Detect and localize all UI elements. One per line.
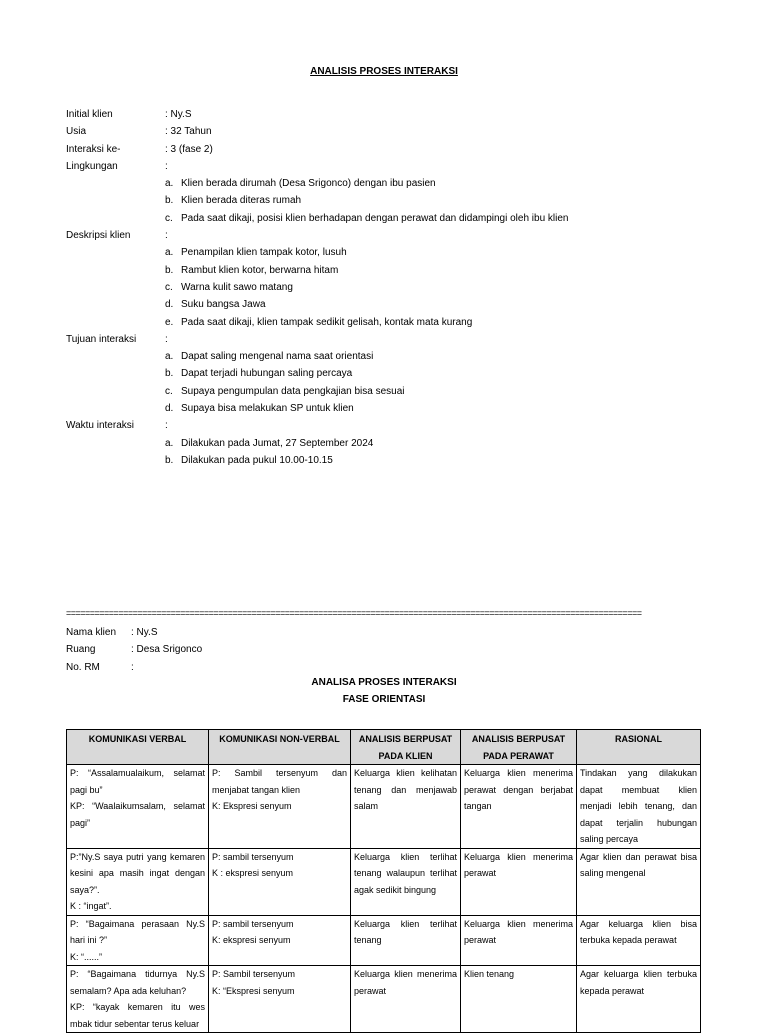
initial-row [66, 106, 706, 123]
table-cell [577, 765, 701, 849]
lingkungan-label: Lingkungan [66, 160, 118, 172]
table-cell [209, 765, 351, 849]
cell-text: P: “Bagaimana perasaan Ny.S hari ini ?” [70, 918, 205, 945]
waktu-row [66, 417, 706, 434]
table-cell [577, 848, 701, 915]
nama-label: Nama klien [66, 627, 117, 638]
rm-row [66, 659, 202, 676]
cell-text: Agar keluarga klien bisa terbuka kepada perawat [580, 918, 697, 945]
list-item [66, 244, 706, 261]
waktu-label: Waktu interaksi [66, 420, 134, 432]
usia-label: Usia [66, 126, 87, 138]
table-cell [209, 915, 351, 966]
interaction-info [66, 106, 706, 469]
deskripsi-list [66, 244, 706, 330]
column-header [67, 730, 209, 765]
cell-text: P: sambil tersenyum [212, 851, 294, 862]
table-row [67, 966, 701, 1033]
cell-text: Keluarga klien kelihatan tenang dan menjawab salam [354, 768, 457, 811]
column-header [461, 730, 577, 765]
list-marker: a. [165, 351, 174, 363]
list-text: Klien berada dirumah (Desa Srigonco) dengan ibu pasien [181, 178, 436, 190]
cell-text: Keluarga klien menerima perawat [354, 969, 457, 996]
table-cell [351, 915, 461, 966]
list-marker: c. [165, 281, 173, 293]
table-cell [577, 915, 701, 966]
list-text: Pada saat dikaji, posisi klien berhadapan dengan perawat dan didampingi oleh ibu klien [181, 212, 569, 224]
lingkungan-list [66, 175, 706, 227]
column-header [209, 730, 351, 765]
waktu-colon: : [165, 420, 168, 432]
section-title: ANALISA PROSES INTERAKSI [311, 677, 457, 688]
nama-row [66, 624, 202, 641]
column-header-text: PADA PERAWAT [483, 750, 554, 761]
list-item [66, 314, 706, 331]
list-text: Suku bangsa Jawa [181, 299, 266, 311]
cell-text: P:”Ny.S saya putri yang kemaren kesini apa masih ingat dengan saya?”. [70, 851, 205, 895]
table-cell [67, 966, 209, 1033]
cell-text: K: Ekspresi senyum [212, 801, 292, 811]
rm-label: No. RM [66, 661, 100, 673]
column-header-text: ANALISIS BERPUSAT [358, 734, 453, 744]
table-header-row [67, 730, 701, 765]
cell-text: P: “Bagaimana tidurnya Ny.S semalam? Apa ada keluhan? [70, 969, 205, 996]
list-item [66, 435, 706, 452]
interaksi-row [66, 141, 706, 158]
list-marker: b. [165, 264, 174, 276]
list-marker: d. [165, 403, 174, 415]
cell-text: P: “Assalamualaikum, selamat pagi bu” [70, 768, 205, 795]
list-item [66, 365, 706, 382]
document-title: ANALISIS PROSES INTERAKSI [310, 66, 458, 77]
ruang-row [66, 641, 202, 658]
list-text: Dilakukan pada pukul 10.00-10.15 [181, 454, 333, 466]
list-item [66, 348, 706, 365]
list-marker: c. [165, 385, 173, 397]
list-text: Penampilan klien tampak kotor, lusuh [181, 247, 347, 259]
table-cell [351, 848, 461, 915]
table-cell [461, 966, 577, 1033]
list-item [66, 452, 706, 469]
cell-text: K: “......” [70, 951, 103, 962]
cell-text: Klien tenang [464, 969, 515, 979]
list-marker: b. [165, 368, 174, 380]
list-item [66, 279, 706, 296]
list-item [66, 383, 706, 400]
list-marker: b. [165, 454, 174, 466]
deskripsi-label: Deskripsi klien [66, 230, 131, 242]
cell-text: KP: “Waalaikumsalam, selamat pagi” [70, 801, 205, 828]
cell-text: K: ekspresi senyum [212, 935, 291, 945]
table-cell [67, 765, 209, 849]
column-header-text: ANALISIS BERPUSAT [471, 734, 566, 744]
waktu-list [66, 435, 706, 470]
cell-text: K : “ingat”. [70, 901, 112, 911]
cell-text: Tindakan yang dilakukan dapat membuat klien menjadi lebih tenang, dan dapat terjalin hubungan saling percaya [580, 768, 697, 844]
cell-text: Keluarga klien menerima perawat [464, 851, 573, 878]
list-text: Supaya bisa melakukan SP untuk klien [181, 403, 354, 415]
list-text: Warna kulit sawo matang [181, 281, 293, 293]
list-text: Dapat saling mengenal nama saat orientasi [181, 351, 374, 363]
tujuan-list [66, 348, 706, 417]
list-marker: b. [165, 195, 174, 207]
list-item [66, 296, 706, 313]
column-header-text: KOMUNIKASI VERBAL [88, 734, 187, 744]
table-row [67, 765, 701, 849]
list-item [66, 175, 706, 192]
column-header [577, 730, 701, 765]
initial-label: Initial klien [66, 109, 113, 120]
deskripsi-colon: : [165, 230, 168, 242]
table-row [67, 848, 701, 915]
patient-info [66, 624, 202, 676]
lingkungan-colon: : [165, 160, 168, 172]
list-marker: d. [165, 299, 174, 311]
table-cell [577, 966, 701, 1033]
usia-value: : 32 Tahun [165, 126, 212, 138]
tujuan-row [66, 331, 706, 348]
table-cell [351, 765, 461, 849]
list-item [66, 262, 706, 279]
table-cell [67, 915, 209, 966]
column-header-text: PADA KLIEN [378, 750, 433, 761]
list-text: Dapat terjadi hubungan saling percaya [181, 368, 353, 380]
table-cell [461, 765, 577, 849]
cell-text: Agar keluarga klien terbuka kepada perawat [580, 969, 697, 996]
cell-text: Keluarga klien terlihat tenang walaupun terlihat agak sedikit bingung [354, 851, 457, 895]
interaksi-label: Interaksi ke- [66, 143, 121, 155]
list-marker: a. [165, 247, 174, 259]
section-divider: ========================================================================================================================= [66, 608, 642, 618]
list-text: Dilakukan pada Jumat, 27 September 2024 [181, 437, 374, 449]
table-cell [209, 966, 351, 1033]
cell-text: P: sambil tersenyum [212, 918, 294, 929]
cell-text: Agar klien dan perawat bisa saling mengenal [580, 851, 697, 878]
table-row [67, 915, 701, 966]
column-header-text: KOMUNIKASI NON-VERBAL [219, 734, 340, 744]
list-marker: c. [165, 212, 173, 224]
list-item [66, 400, 706, 417]
cell-text: Keluarga klien menerima perawat [464, 918, 573, 945]
cell-text: Keluarga klien menerima perawat dengan berjabat tangan [464, 768, 573, 811]
nama-value: : Ny.S [131, 627, 158, 638]
usia-row [66, 123, 706, 140]
list-marker: a. [165, 437, 174, 449]
column-header-text: RASIONAL [615, 734, 662, 744]
cell-text: KP: “kayak kemaren itu wes mbak tidur sebentar terus keluar [70, 1002, 205, 1029]
cell-text: K : ekspresi senyum [212, 868, 294, 878]
interaction-table [66, 729, 701, 1033]
list-marker: e. [165, 316, 174, 328]
ruang-label: Ruang [66, 644, 96, 656]
lingkungan-row [66, 158, 706, 175]
table-cell [461, 915, 577, 966]
list-marker: a. [165, 178, 174, 190]
cell-text: K: “Ekspresi senyum [212, 985, 295, 996]
tujuan-label: Tujuan interaksi [66, 333, 137, 345]
list-text: Klien berada diteras rumah [181, 195, 302, 207]
list-text: Supaya pengumpulan data pengkajian bisa sesuai [181, 385, 405, 397]
table-body [67, 765, 701, 1033]
column-header [351, 730, 461, 765]
section-subtitle: FASE ORIENTASI [342, 694, 426, 705]
list-text: Rambut klien kotor, berwarna hitam [181, 264, 339, 276]
table-cell [461, 848, 577, 915]
cell-text: P: Sambil tersenyum dan menjabat tangan klien [212, 768, 347, 795]
list-item [66, 210, 706, 227]
table-cell [67, 848, 209, 915]
interaksi-value: : 3 (fase 2) [165, 143, 213, 155]
cell-text: Keluarga klien terlihat tenang [354, 918, 457, 945]
list-text: Pada saat dikaji, klien tampak sedikit gelisah, kontak mata kurang [181, 316, 473, 328]
initial-value: : Ny.S [165, 109, 192, 120]
ruang-value: : Desa Srigonco [131, 644, 203, 656]
table-cell [351, 966, 461, 1033]
table-cell [209, 848, 351, 915]
rm-value: : [131, 661, 134, 673]
tujuan-colon: : [165, 333, 168, 345]
cell-text: P: Sambil tersenyum [212, 969, 296, 979]
deskripsi-row [66, 227, 706, 244]
list-item [66, 192, 706, 209]
